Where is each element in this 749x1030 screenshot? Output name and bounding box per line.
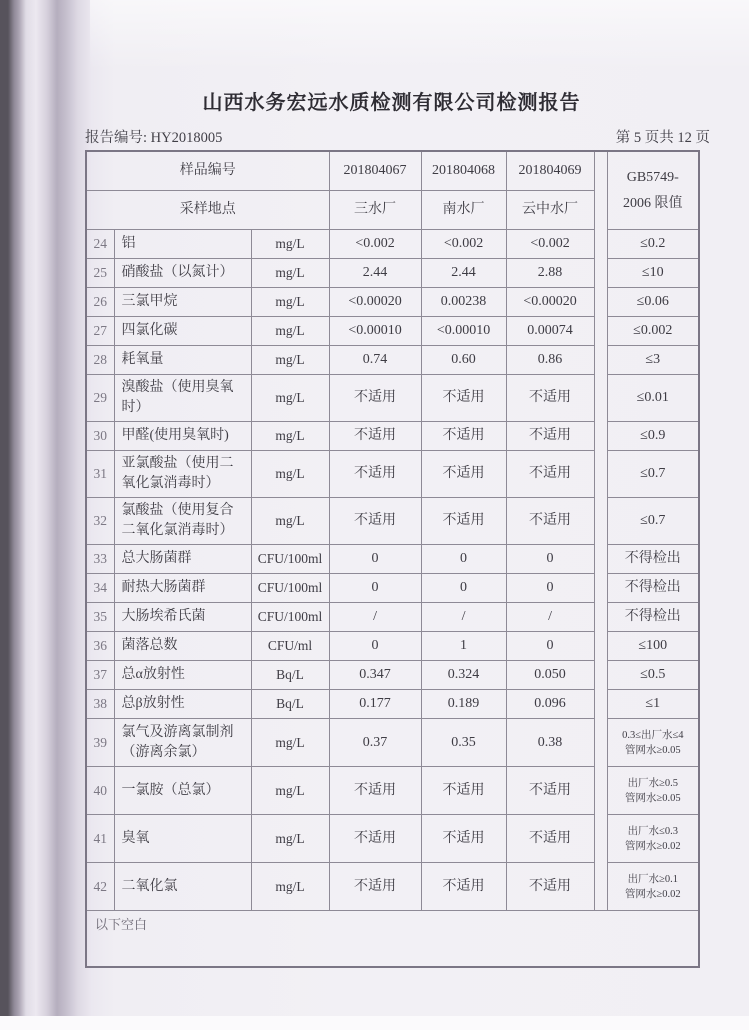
row-value: 0.177 [329, 690, 421, 719]
row-param-name: 臭氧 [114, 815, 251, 863]
row-param-name: 总大肠菌群 [114, 545, 251, 574]
row-value: 不适用 [329, 451, 421, 498]
row-limit: ≤1 [607, 690, 699, 719]
row-value: / [329, 603, 421, 632]
row-value: 0.00238 [421, 288, 506, 317]
row-limit: 不得检出 [607, 603, 699, 632]
table-row [86, 451, 699, 498]
spacer-cell [594, 375, 607, 422]
row-no: 25 [86, 259, 114, 288]
table-footer [86, 911, 699, 968]
row-limit: 出厂水≤0.3 管网水≥0.02 [607, 815, 699, 863]
spacer-cell [594, 574, 607, 603]
row-value: 0.86 [506, 346, 594, 375]
row-unit: mg/L [251, 451, 329, 498]
table-row [86, 498, 699, 545]
spacer-cell [594, 422, 607, 451]
row-limit: 0.3≤出厂水≤4 管网水≥0.05 [607, 719, 699, 767]
row-limit: ≤0.06 [607, 288, 699, 317]
row-value: 不适用 [421, 422, 506, 451]
row-unit: CFU/ml [251, 632, 329, 661]
row-unit: CFU/100ml [251, 603, 329, 632]
spacer-cell [594, 346, 607, 375]
row-limit: ≤0.01 [607, 375, 699, 422]
limit-standard-line1: GB5749- [626, 169, 679, 185]
spacer-cell [594, 230, 607, 259]
row-limit: ≤10 [607, 259, 699, 288]
row-value: 不适用 [329, 815, 421, 863]
row-value: 不适用 [421, 815, 506, 863]
row-unit: mg/L [251, 498, 329, 545]
table-row [86, 375, 699, 422]
water-quality-table [85, 150, 700, 968]
row-value: 0.324 [421, 661, 506, 690]
row-value: 0 [421, 574, 506, 603]
spacer-cell [594, 259, 607, 288]
row-param-name: 氯气及游离氯制剂（游离余氯） [114, 719, 251, 767]
row-no: 39 [86, 719, 114, 767]
spacer-cell [594, 288, 607, 317]
spacer-cell [594, 498, 607, 545]
table-row [86, 661, 699, 690]
row-value: 0.347 [329, 661, 421, 690]
row-value: 0 [506, 574, 594, 603]
row-limit: ≤0.5 [607, 661, 699, 690]
row-value: <0.00020 [506, 288, 594, 317]
limit-standard-line2: 2006 限值 [623, 195, 683, 211]
spacer-cell [594, 661, 607, 690]
row-unit: mg/L [251, 259, 329, 288]
row-param-name: 菌落总数 [114, 632, 251, 661]
row-limit: ≤0.2 [607, 230, 699, 259]
sample-id-2: 201804068 [421, 151, 506, 191]
footer-note: 以下空白 [86, 911, 699, 968]
spacer-cell [594, 603, 607, 632]
row-unit: CFU/100ml [251, 574, 329, 603]
row-no: 31 [86, 451, 114, 498]
site-3: 云中水厂 [506, 191, 594, 230]
row-no: 38 [86, 690, 114, 719]
row-value: <0.002 [329, 230, 421, 259]
row-unit: mg/L [251, 719, 329, 767]
table-row [86, 863, 699, 911]
row-unit: mg/L [251, 375, 329, 422]
row-value: 2.44 [329, 259, 421, 288]
row-no: 30 [86, 422, 114, 451]
spacer-cell [594, 632, 607, 661]
row-value: 不适用 [329, 498, 421, 545]
row-value: <0.002 [421, 230, 506, 259]
row-value: 不适用 [506, 498, 594, 545]
report-meta-row [85, 126, 710, 147]
sample-id-label: 样品编号 [86, 151, 329, 191]
row-value: 0.189 [421, 690, 506, 719]
site-1: 三水厂 [329, 191, 421, 230]
row-unit: mg/L [251, 230, 329, 259]
table-row [86, 230, 699, 259]
row-value: 不适用 [506, 422, 594, 451]
row-value: 0 [506, 545, 594, 574]
row-param-name: 一氯胺（总氯） [114, 767, 251, 815]
row-value: 0 [329, 545, 421, 574]
table-row [86, 288, 699, 317]
row-param-name: 溴酸盐（使用臭氧时） [114, 375, 251, 422]
limit-standard-header [607, 151, 699, 230]
row-limit: 出厂水≥0.5 管网水≥0.05 [607, 767, 699, 815]
table-row [86, 545, 699, 574]
row-unit: mg/L [251, 863, 329, 911]
row-value: 0.37 [329, 719, 421, 767]
row-limit: 不得检出 [607, 545, 699, 574]
row-value: 0.35 [421, 719, 506, 767]
spacer-cell [594, 815, 607, 863]
table-row [86, 690, 699, 719]
table-row [86, 346, 699, 375]
row-param-name: 三氯甲烷 [114, 288, 251, 317]
row-no: 37 [86, 661, 114, 690]
row-no: 42 [86, 863, 114, 911]
row-value: 不适用 [421, 767, 506, 815]
row-param-name: 耐热大肠菌群 [114, 574, 251, 603]
row-limit: 不得检出 [607, 574, 699, 603]
row-unit: mg/L [251, 288, 329, 317]
row-unit: mg/L [251, 317, 329, 346]
row-no: 41 [86, 815, 114, 863]
row-no: 32 [86, 498, 114, 545]
row-value: 0 [421, 545, 506, 574]
row-limit: ≤0.7 [607, 498, 699, 545]
row-no: 33 [86, 545, 114, 574]
table-row [86, 574, 699, 603]
row-param-name: 二氧化氯 [114, 863, 251, 911]
row-value: <0.00010 [421, 317, 506, 346]
row-value: 0.050 [506, 661, 594, 690]
row-no: 34 [86, 574, 114, 603]
row-no: 24 [86, 230, 114, 259]
row-value: 不适用 [506, 451, 594, 498]
row-param-name: 铝 [114, 230, 251, 259]
row-value: 不适用 [506, 767, 594, 815]
row-limit: ≤0.002 [607, 317, 699, 346]
row-unit: CFU/100ml [251, 545, 329, 574]
report-number: 报告编号: HY2018005 [85, 130, 223, 146]
row-param-name: 总β放射性 [114, 690, 251, 719]
row-limit: ≤100 [607, 632, 699, 661]
row-value: / [421, 603, 506, 632]
row-param-name: 硝酸盐（以氮计） [114, 259, 251, 288]
page-title: 山西水务宏远水质检测有限公司检测报告 [202, 92, 581, 114]
spacer-column [594, 151, 607, 230]
row-value: 不适用 [329, 422, 421, 451]
row-value: <0.002 [506, 230, 594, 259]
site-2: 南水厂 [421, 191, 506, 230]
table-row [86, 632, 699, 661]
row-value: 0 [506, 632, 594, 661]
page-indicator: 第 5 页共 12 页 [615, 130, 710, 146]
row-unit: Bq/L [251, 661, 329, 690]
row-limit: ≤0.9 [607, 422, 699, 451]
row-value: 不适用 [421, 375, 506, 422]
row-value: 不适用 [329, 375, 421, 422]
row-limit: 出厂水≥0.1 管网水≥0.02 [607, 863, 699, 911]
row-value: 不适用 [421, 498, 506, 545]
row-param-name: 四氯化碳 [114, 317, 251, 346]
table-row [86, 317, 699, 346]
row-value: 不适用 [329, 767, 421, 815]
row-no: 26 [86, 288, 114, 317]
row-value: 不适用 [421, 863, 506, 911]
row-value: 2.88 [506, 259, 594, 288]
row-value: 不适用 [506, 375, 594, 422]
row-no: 28 [86, 346, 114, 375]
spacer-cell [594, 719, 607, 767]
row-value: 0.60 [421, 346, 506, 375]
row-param-name: 氯酸盐（使用复合二氧化氯消毒时） [114, 498, 251, 545]
row-value: 0 [329, 574, 421, 603]
footer-row [86, 911, 699, 968]
row-unit: mg/L [251, 346, 329, 375]
row-value: 0.74 [329, 346, 421, 375]
table-row [86, 603, 699, 632]
row-param-name: 亚氯酸盐（使用二氧化氯消毒时） [114, 451, 251, 498]
table-header [86, 151, 699, 230]
row-unit: mg/L [251, 767, 329, 815]
row-param-name: 大肠埃希氏菌 [114, 603, 251, 632]
row-unit: mg/L [251, 815, 329, 863]
row-value: 0.096 [506, 690, 594, 719]
header-row-sample-id [86, 151, 699, 191]
report-table-body [86, 230, 699, 911]
row-value: 0.38 [506, 719, 594, 767]
row-value: / [506, 603, 594, 632]
row-value: 不适用 [506, 863, 594, 911]
row-no: 40 [86, 767, 114, 815]
row-value: 不适用 [329, 863, 421, 911]
spacer-cell [594, 317, 607, 346]
spacer-cell [594, 545, 607, 574]
spacer-cell [594, 863, 607, 911]
row-value: <0.00020 [329, 288, 421, 317]
row-limit: ≤0.7 [607, 451, 699, 498]
sampling-site-label: 采样地点 [86, 191, 329, 230]
row-param-name: 耗氧量 [114, 346, 251, 375]
row-value: 0.00074 [506, 317, 594, 346]
row-no: 27 [86, 317, 114, 346]
row-value: 1 [421, 632, 506, 661]
row-value: 0 [329, 632, 421, 661]
row-unit: Bq/L [251, 690, 329, 719]
row-value: 不适用 [421, 451, 506, 498]
sample-id-1: 201804067 [329, 151, 421, 191]
row-limit: ≤3 [607, 346, 699, 375]
sample-id-3: 201804069 [506, 151, 594, 191]
spacer-cell [594, 767, 607, 815]
row-value: 2.44 [421, 259, 506, 288]
table-row [86, 815, 699, 863]
table-row [86, 422, 699, 451]
table-row [86, 719, 699, 767]
row-value: <0.00010 [329, 317, 421, 346]
row-unit: mg/L [251, 422, 329, 451]
row-no: 29 [86, 375, 114, 422]
table-row [86, 259, 699, 288]
row-param-name: 甲醛(使用臭氧时) [114, 422, 251, 451]
row-param-name: 总α放射性 [114, 661, 251, 690]
spacer-cell [594, 451, 607, 498]
row-no: 35 [86, 603, 114, 632]
row-value: 不适用 [506, 815, 594, 863]
table-row [86, 767, 699, 815]
spacer-cell [594, 690, 607, 719]
row-no: 36 [86, 632, 114, 661]
